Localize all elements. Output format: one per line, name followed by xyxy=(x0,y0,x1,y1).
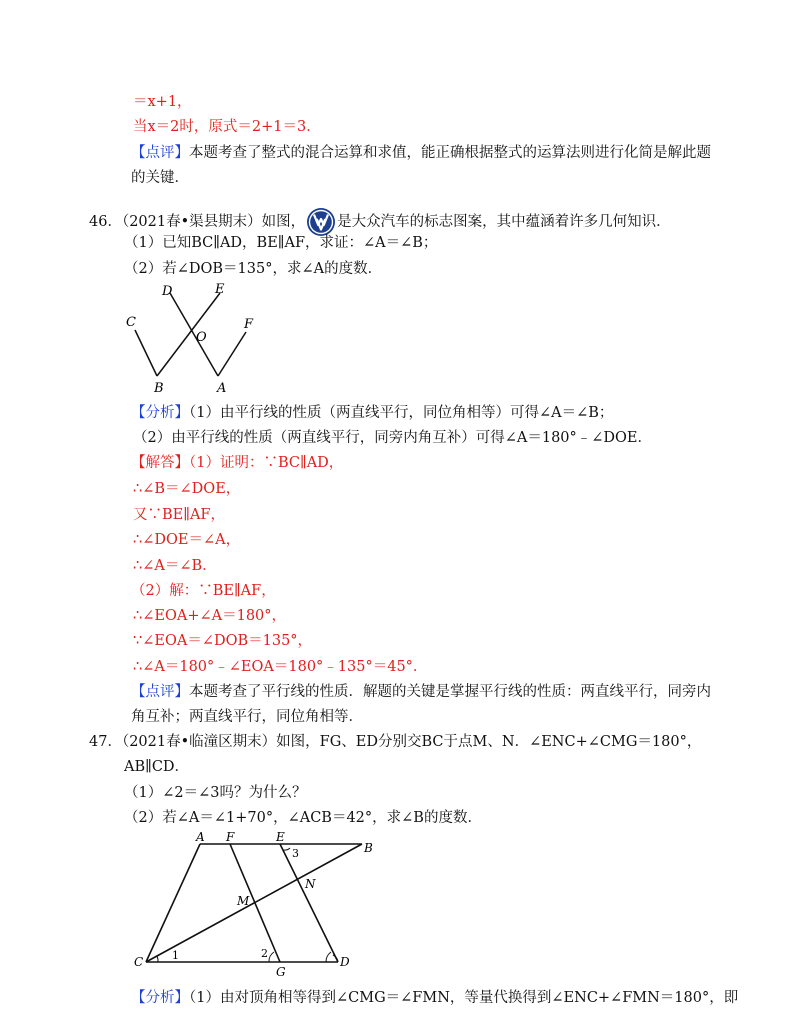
q47-number: 47． xyxy=(89,734,122,750)
analysis-text: （1）由平行线的性质（两直线平行，同位角相等）可得∠A＝∠B； xyxy=(189,405,614,421)
q47-angle-1: 1 xyxy=(172,949,179,962)
comment-text: 本题考查了整式的混合运算和求值，能正确根据整式的运算法则进行化简是解此题 xyxy=(189,145,711,161)
q46-step-3: ∴∠DOE＝∠A， xyxy=(133,532,241,548)
q47-label-n: N xyxy=(305,877,316,891)
comment-tag: 【点评】 xyxy=(131,684,189,700)
analysis-text: （1）由对顶角相等得到∠CMG＝∠FMN，等量代换得到∠ENC+∠FMN＝180°，即 xyxy=(189,990,739,1006)
q46-label-d: D xyxy=(162,284,173,299)
q47-angle-2: 2 xyxy=(261,947,268,960)
q46-part-1: （1）已知BC∥AD，BE∥AF，求证：∠A＝∠B； xyxy=(124,235,438,251)
q46-analysis xyxy=(131,403,613,423)
q46-source: （2021春•渠县期末）如图， xyxy=(121,214,306,230)
q47-part-2: （2）若∠A＝∠1+70°，∠ACB＝42°，求∠B的度数． xyxy=(124,810,482,826)
q47-label-e: E xyxy=(276,830,285,844)
q46-stem-tail: 是大众汽车的标志图案，其中蕴涵着许多几何知识． xyxy=(337,214,671,230)
q46-figure xyxy=(120,280,270,398)
q46-step-8: ∴∠A＝180°﹣∠EOA＝180°﹣135°＝45°． xyxy=(133,659,428,675)
q46-step-4: ∴∠A＝∠B． xyxy=(133,558,217,574)
q47-part-1: （1）∠2＝∠3吗？为什么？ xyxy=(124,785,307,801)
q47-label-b: B xyxy=(364,841,373,855)
q47-label-f: F xyxy=(226,830,235,844)
q46-comment xyxy=(131,682,711,702)
prev-line-1: ＝x+1， xyxy=(133,94,192,110)
q46-label-a: A xyxy=(217,381,227,396)
q46-part-2: （2）若∠DOB＝135°，求∠A的度数． xyxy=(124,261,383,277)
q46-step-1: ∴∠B＝∠DOE， xyxy=(133,481,241,497)
q47-label-c: C xyxy=(134,955,144,969)
prev-line-2: 当x＝2时，原式＝2+1＝3． xyxy=(133,119,321,135)
q46-label-f: F xyxy=(244,317,254,332)
q46-step-7: ∵∠EOA＝∠DOB＝135°， xyxy=(133,633,313,649)
q46-label-b: B xyxy=(154,381,164,396)
q46-step-6: ∴∠EOA+∠A＝180°， xyxy=(133,608,287,624)
prev-comment xyxy=(131,143,711,163)
analysis-tag: 【分析】 xyxy=(131,405,189,421)
q47-stem-cont: AB∥CD． xyxy=(124,759,190,775)
q47-label-d: D xyxy=(340,955,350,969)
q46-number: 46． xyxy=(89,214,122,230)
q47-label-g: G xyxy=(276,965,286,979)
q47-figure xyxy=(128,826,388,980)
q46-label-o: O xyxy=(196,330,207,345)
comment-tag: 【点评】 xyxy=(131,145,189,161)
comment-text: 本题考查了平行线的性质．解题的关键是掌握平行线的性质：两直线平行，同旁内 xyxy=(189,684,711,700)
answer-text: （1）证明：∵BC∥AD， xyxy=(189,455,344,471)
q47-stem-text: （2021春•临潼区期末）如图，FG、ED分别交BC于点M、N．∠ENC+∠CMG＝180°， xyxy=(121,734,702,750)
q47-analysis xyxy=(131,988,738,1008)
q46-comment-cont: 角互补；两直线平行，同位角相等． xyxy=(131,709,363,725)
q46-step-5: （2）解：∵BE∥AF， xyxy=(131,583,276,599)
answer-tag: 【解答】 xyxy=(131,455,189,471)
q47-stem xyxy=(89,732,701,752)
q46-label-e: E xyxy=(215,282,225,297)
analysis-tag: 【分析】 xyxy=(131,990,189,1006)
q47-label-m: M xyxy=(237,894,250,908)
q46-label-c: C xyxy=(126,315,136,330)
q46-answer xyxy=(131,453,343,473)
q47-label-a: A xyxy=(196,830,205,844)
prev-comment-cont: 的关键． xyxy=(131,170,189,186)
q46-step-2: 又∵BE∥AF， xyxy=(133,507,225,523)
q47-angle-3: 3 xyxy=(292,847,299,860)
q46-analysis-2: （2）由平行线的性质（两直线平行，同旁内角互补）可得∠A＝180°﹣∠DOE． xyxy=(133,430,653,446)
